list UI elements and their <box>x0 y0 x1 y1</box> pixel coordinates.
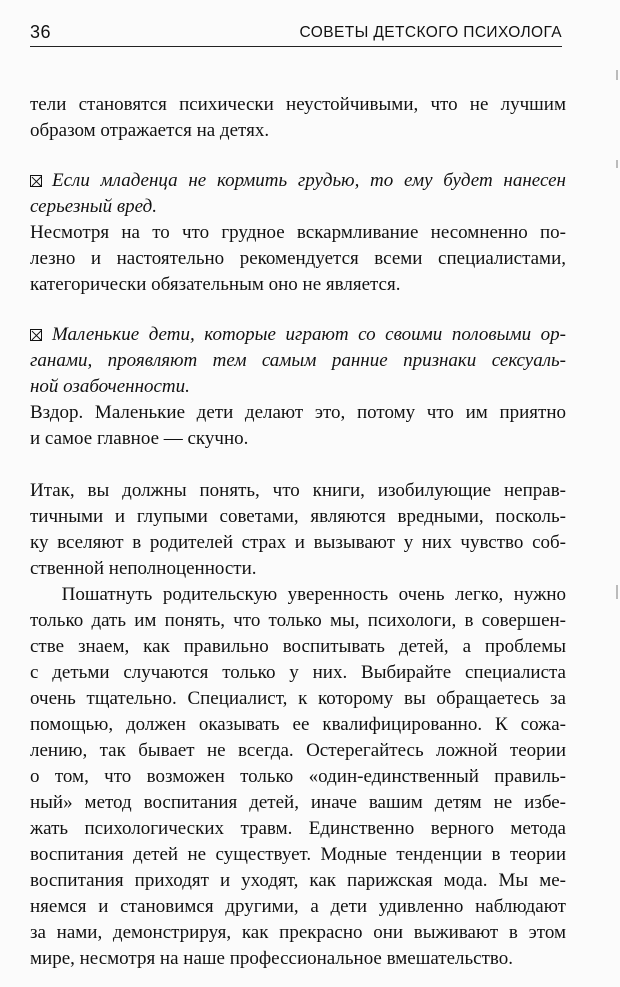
paragraph-main <box>30 582 566 972</box>
text-line: ганами, проявляют тем самым ранние признаки сексуаль- <box>30 350 566 371</box>
text-line: воспитания приходят и уходят, как парижская мода. Мы ме- <box>30 870 566 891</box>
running-title: СОВЕТЫ ДЕТСКОГО ПСИХОЛОГА <box>299 24 562 41</box>
text-line: о том, что возможен только «один-единственный правиль- <box>30 766 566 787</box>
checkbox-bullet-icon <box>30 175 42 187</box>
text-line: очень тщательно. Специалист, к которому вы обращаетесь за <box>30 688 566 709</box>
text-line: и самое главное — скучно. <box>30 428 249 449</box>
page-number: 36 <box>30 22 52 42</box>
text-line: серьезный вред. <box>30 196 157 217</box>
text-line: за нами, демонстрируя, как прекрасно они выживают в этом <box>30 922 566 943</box>
scan-artifact <box>616 160 618 168</box>
myth-text: Маленькие дети, которые играют со своими половыми ор- <box>52 324 566 345</box>
text-line: мире, несмотря на наше профессиональное вмешательство. <box>30 948 513 969</box>
scan-artifact <box>616 70 618 80</box>
paragraph-continuation <box>30 92 566 144</box>
text-line: жать психологических травм. Единственно верного метода <box>30 818 566 839</box>
text-line: ный» метод воспитания детей, иначе вашим детям не избе- <box>30 792 566 813</box>
text-line: категорически обязательным оно не является. <box>30 274 401 295</box>
scan-artifact <box>616 585 618 599</box>
text-line: лезно и настоятельно рекомендуется всеми специалистами, <box>30 248 566 269</box>
text-line: тичными и глупыми советами, являются вредными, посколь- <box>30 506 566 527</box>
text-line: тели становятся психически неустойчивыми, что не лучшим <box>30 94 566 115</box>
text-line: образом отражается на детях. <box>30 120 270 141</box>
text-line: воспитания детей не существует. Модные тенденции в теории <box>30 844 566 865</box>
myth-text: Если младенца не кормить грудью, то ему будет нанесен <box>52 170 566 191</box>
text-line: Итак, вы должны понять, что книги, изобилующие неправ- <box>30 480 566 501</box>
paragraph-conclusion <box>30 478 566 582</box>
text-line: няемся и становимся другими, а дети удивленно наблюдают <box>30 896 566 917</box>
answer-paragraph-2 <box>30 400 566 452</box>
myth-statement-1 <box>30 168 566 220</box>
text-line: лению, так бывает не всегда. Остерегайтесь ложной теории <box>30 740 566 761</box>
text-line: Вздор. Маленькие дети делают это, потому что им приятно <box>30 402 566 423</box>
text-line: ку вселяют в родителей страх и вызывают у них чувство соб- <box>30 532 566 553</box>
text-line: ной озабоченности. <box>30 376 190 397</box>
checkbox-bullet-icon <box>30 329 42 341</box>
myth-statement-2 <box>30 322 566 400</box>
page-header <box>30 20 562 47</box>
text-line: ственной неполноценности. <box>30 558 257 579</box>
text-line: стве знаем, как правильно воспитывать детей, а проблемы <box>30 636 566 657</box>
text-line <box>30 322 566 348</box>
answer-paragraph-1 <box>30 220 566 298</box>
text-line: помощью, должен оказывать ее квалифицированно. К сожа- <box>30 714 566 735</box>
text-line: Несмотря на то что грудное вскармливание несомненно по- <box>30 222 566 243</box>
text-line: с детьми случаются только у них. Выбирайте специалиста <box>30 662 566 683</box>
text-line: только дать им понять, что только мы, психологи, в совершен- <box>30 610 566 631</box>
text-line <box>30 168 566 194</box>
text-line: Пошатнуть родительскую уверенность очень легко, нужно <box>30 584 566 605</box>
